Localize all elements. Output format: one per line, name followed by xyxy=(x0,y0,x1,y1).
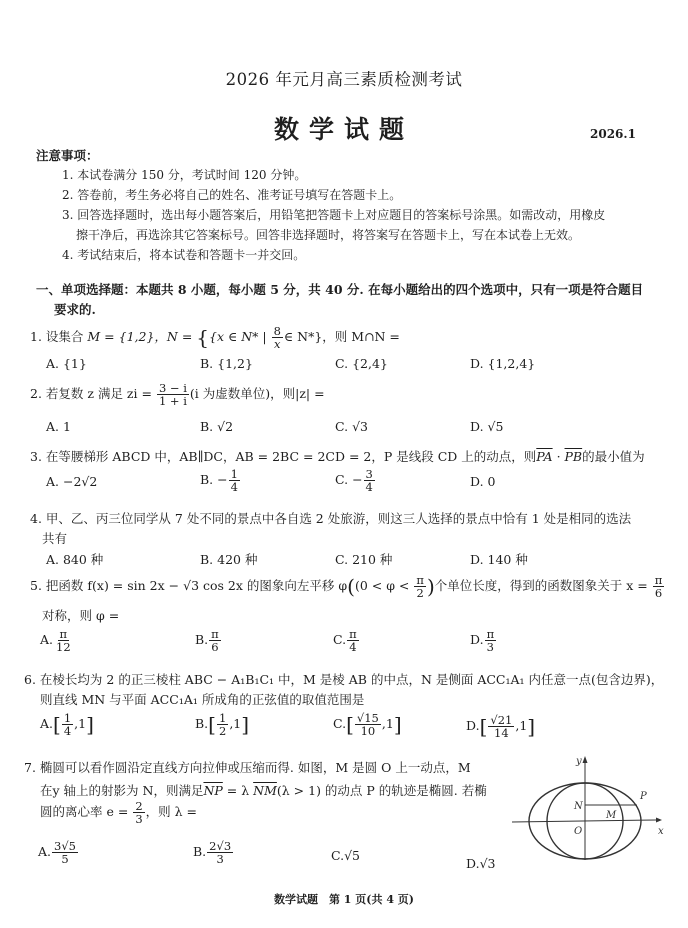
option-b[interactable]: B. $\frac{2√3}{3}$ xyxy=(193,839,232,867)
svg-text:M: M xyxy=(606,810,617,821)
fraction: $\frac{8}{x}$ xyxy=(273,324,281,352)
option-a[interactable]: A. 840 种 xyxy=(46,552,104,567)
question-number: 7. xyxy=(24,760,36,775)
question-3 xyxy=(30,447,645,465)
option-d[interactable]: D. 0 xyxy=(470,474,496,489)
option-b[interactable]: B.[ $\frac{1}{2}$ ,1] xyxy=(195,711,250,739)
note-item: 3. 回答选择题时，选出每小题答案后，用铅笔把答题卡上对应题目的答案标号涂黑。如需改动，用橡皮 xyxy=(62,208,606,222)
option-b[interactable]: B. − $\frac{1}{4}$ xyxy=(200,467,238,495)
stem-part: 圆的离心率 e = xyxy=(40,804,129,820)
vector-np: $\overline{NP}$ xyxy=(203,783,223,798)
svg-text:O: O xyxy=(574,826,583,837)
lambda-eq: = λ xyxy=(222,783,254,798)
question-number: 2. xyxy=(30,386,42,402)
option-c[interactable]: C. {2,4} xyxy=(335,356,388,371)
question-6-cont: 则直线 MN 与平面 ACC₁A₁ 所成角的正弦值的取值范围是 xyxy=(40,692,365,707)
question-number: 5. xyxy=(30,578,42,594)
svg-text:x: x xyxy=(658,826,664,837)
brace: { xyxy=(196,325,210,350)
question-stem: 椭圆可以看作圆沿定直线方向拉伸或压缩而得. 如图，M 是圆 O 上一动点，M xyxy=(39,760,471,775)
vector-pb: $\overline{PB}$ xyxy=(564,449,583,464)
page-footer: 数学试题 第 1 页(共 4 页) xyxy=(273,893,415,906)
option-d[interactable]: D.√3 xyxy=(466,856,496,871)
note-item: 1. 本试卷满分 150 分，考试时间 120 分钟。 xyxy=(62,168,307,182)
option-a[interactable]: A.[ $\frac{1}{4}$ ,1] xyxy=(40,711,94,739)
vector-pa: $\overline{PA}$ xyxy=(536,449,553,464)
option-a[interactable]: A. $\frac{\pi}{12}$ xyxy=(40,627,71,655)
section-heading-cont: 要求的. xyxy=(54,302,96,317)
section-heading: 一、单项选择题：本题共 8 小题，每小题 5 分，共 40 分. 在每小题给出的四个选项中，只有一项是符合题目 xyxy=(36,282,644,297)
notes-heading: 注意事项： xyxy=(36,148,99,163)
option-b[interactable]: B. 420 种 xyxy=(200,552,258,567)
option-c[interactable]: C.[ $\frac{√15}{10}$ ,1] xyxy=(333,711,402,739)
question-stem: 甲、乙、丙三位同学从 7 处不同的景点中各自选 2 处旅游，则这三人选择的景点中恰有 1 处是相同的选法 xyxy=(45,511,632,526)
note-item: 2. 答卷前，考生务必将自己的姓名、准考证号填写在答题卡上。 xyxy=(62,188,402,202)
stem-part: 在y 轴上的射影为 N，则满足 xyxy=(40,783,204,798)
question-7-line3 xyxy=(40,800,197,825)
option-d[interactable]: D.[ $\frac{√21}{14}$ ,1] xyxy=(466,713,536,741)
svg-text:y: y xyxy=(576,756,582,767)
question-number: 1. xyxy=(30,329,42,345)
question-5-cont: 对称，则 φ = xyxy=(42,608,120,623)
question-stem: 把函数 f(x) = sin 2x − √3 cos 2x 的图象向左平移 φ xyxy=(45,578,348,594)
fraction: $\frac{\pi}{6}$ xyxy=(654,573,663,601)
vector-nm: $\overline{NM}$ xyxy=(253,783,277,798)
option-c[interactable]: C.√5 xyxy=(331,848,361,863)
option-d[interactable]: D. $\frac{\pi}{3}$ xyxy=(470,627,495,655)
option-d[interactable]: D. {1,2,4} xyxy=(470,356,536,371)
option-a[interactable]: A. {1} xyxy=(46,356,87,371)
exam-date: 2026.1 xyxy=(590,127,636,141)
question-stem-cont: 个单位长度，得到的函数图象关于 x = xyxy=(434,578,648,594)
question-stem: 在等腰梯形 ABCD 中，AB∥DC，AB = 2BC = 2CD = 2，P 是线段 CD 上的动点，则 xyxy=(45,449,537,464)
question-4-cont: 共有 xyxy=(42,531,68,546)
set-n-def: {x ∈ N* | xyxy=(209,329,267,345)
question-stem: 在棱长均为 2 的正三棱柱 ABC − A₁B₁C₁ 中，M 是棱 AB 的中点，N 是侧面 ACC₁A₁ 内任意一点(包含边界)， xyxy=(39,672,664,687)
option-a[interactable]: A. −2√2 xyxy=(46,474,98,489)
svg-text:P: P xyxy=(640,791,647,802)
exam-title: 2026 年元月高三素质检测考试 xyxy=(225,70,463,89)
question-4 xyxy=(30,509,631,527)
option-b[interactable]: B. {1,2} xyxy=(200,356,253,371)
question-stem: 若复数 z 满足 zi = xyxy=(45,386,152,402)
question-number: 3. xyxy=(30,449,42,464)
question-stem-end: ∈ N*}，则 M∩N = xyxy=(283,329,400,345)
question-1 xyxy=(30,325,400,350)
fraction: $\frac{3 - i}{1 + i}$ xyxy=(158,381,187,409)
question-stem-end: (i 为虚数单位)，则|z| = xyxy=(189,386,325,402)
question-number: 6. xyxy=(24,672,36,687)
question-2 xyxy=(30,382,325,407)
paren-close: ) xyxy=(426,574,435,599)
option-a[interactable]: A. $\frac{3√5}{5}$ xyxy=(38,839,76,867)
note-item: 4. 考试结束后，将本试卷和答题卡一并交回。 xyxy=(62,248,306,262)
option-a[interactable]: A. 1 xyxy=(46,419,71,434)
question-5 xyxy=(30,574,665,599)
paren-open: ( xyxy=(347,574,355,599)
option-c[interactable]: C. $\frac{\pi}{4}$ xyxy=(333,627,357,655)
stem-part: (λ > 1) 的动点 P 的轨迹是椭圆. 若椭 xyxy=(276,783,487,798)
fraction: $\frac{2}{3}$ xyxy=(135,799,143,827)
ellipse-circle-figure xyxy=(506,752,666,865)
option-b[interactable]: B. √2 xyxy=(200,419,234,434)
question-number: 4. xyxy=(30,511,42,526)
question-7 xyxy=(24,758,471,776)
option-c[interactable]: C. 210 种 xyxy=(335,552,393,567)
ellipse-diagram-icon xyxy=(506,752,666,862)
question-stem: 设集合 xyxy=(45,329,88,345)
option-d[interactable]: D. 140 种 xyxy=(470,552,528,567)
stem-part: ，则 λ = xyxy=(145,804,197,820)
option-c[interactable]: C. √3 xyxy=(335,419,368,434)
question-stem-end: 的最小值为 xyxy=(582,449,645,464)
option-c[interactable]: C. − $\frac{3}{4}$ xyxy=(335,467,373,495)
question-6 xyxy=(24,670,663,688)
note-item: 擦干净后，再选涂其它答案标号。回答非选择题时，将答案写在答题卡上，写在本试卷上无效。 xyxy=(76,228,581,242)
set-m: M = {1,2}，N = xyxy=(87,329,197,345)
option-b[interactable]: B. $\frac{\pi}{6}$ xyxy=(195,627,219,655)
phi-range: (0 < φ < xyxy=(354,578,410,594)
subject-title: 数学试题 xyxy=(273,115,414,144)
option-d[interactable]: D. √5 xyxy=(470,419,504,434)
svg-text:N: N xyxy=(574,801,583,812)
dot-operator: · xyxy=(552,449,565,464)
fraction: $\frac{\pi}{2}$ xyxy=(416,573,424,601)
question-7-line2 xyxy=(40,781,487,799)
